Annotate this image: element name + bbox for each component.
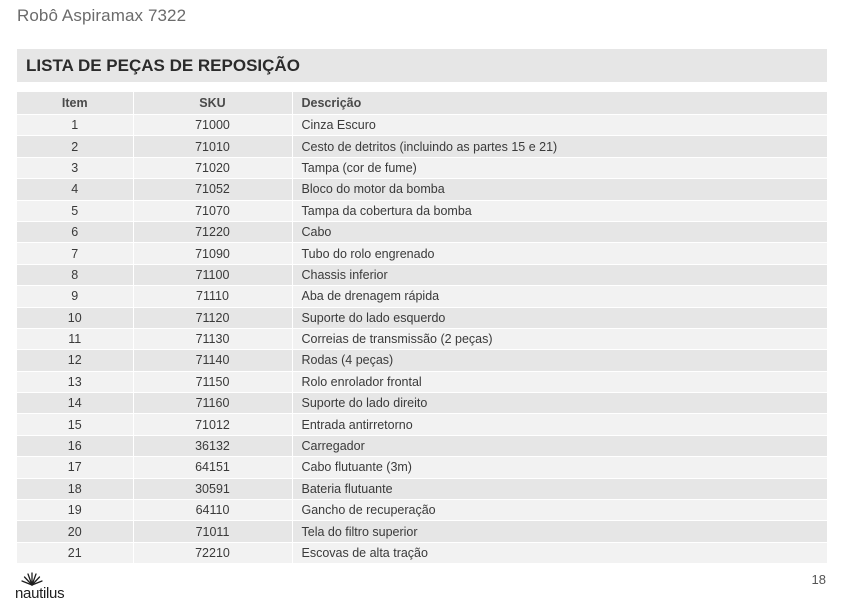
cell-description: Tela do filtro superior (292, 521, 827, 542)
cell-description: Suporte do lado esquerdo (292, 307, 827, 328)
table-row (17, 136, 827, 157)
cell-sku: 71100 (133, 264, 292, 285)
table-row (17, 286, 827, 307)
table-row (17, 435, 827, 456)
cell-description: Cabo (292, 221, 827, 242)
cell-item: 21 (17, 542, 133, 563)
cell-item: 18 (17, 478, 133, 499)
cell-sku: 71130 (133, 328, 292, 349)
cell-sku: 71000 (133, 115, 292, 136)
cell-item: 16 (17, 435, 133, 456)
cell-item: 17 (17, 457, 133, 478)
cell-item: 20 (17, 521, 133, 542)
cell-item: 7 (17, 243, 133, 264)
cell-sku: 71150 (133, 371, 292, 392)
cell-sku: 64110 (133, 500, 292, 521)
table-row (17, 414, 827, 435)
table-row (17, 328, 827, 349)
logo-wordmark: nautilus (15, 585, 65, 602)
cell-item: 6 (17, 221, 133, 242)
cell-item: 14 (17, 393, 133, 414)
cell-description: Bloco do motor da bomba (292, 179, 827, 200)
cell-item: 13 (17, 371, 133, 392)
parts-table-body (17, 115, 827, 564)
cell-item: 2 (17, 136, 133, 157)
cell-item: 11 (17, 328, 133, 349)
table-row (17, 157, 827, 178)
cell-description: Tubo do rolo engrenado (292, 243, 827, 264)
table-row (17, 264, 827, 285)
cell-sku: 72210 (133, 542, 292, 563)
cell-description: Correias de transmissão (2 peças) (292, 328, 827, 349)
table-row (17, 115, 827, 136)
table-row (17, 500, 827, 521)
cell-sku: 71012 (133, 414, 292, 435)
cell-sku: 71110 (133, 286, 292, 307)
table-row (17, 243, 827, 264)
cell-sku: 71011 (133, 521, 292, 542)
table-row (17, 221, 827, 242)
cell-description: Rodas (4 peças) (292, 350, 827, 371)
cell-sku: 71220 (133, 221, 292, 242)
cell-sku: 71140 (133, 350, 292, 371)
cell-description: Suporte do lado direito (292, 393, 827, 414)
table-row (17, 457, 827, 478)
nautilus-logo (14, 571, 74, 605)
document-title: Robô Aspiramax 7322 (17, 6, 187, 25)
table-row (17, 371, 827, 392)
table-row (17, 179, 827, 200)
cell-description: Cinza Escuro (292, 115, 827, 136)
table-header-row (17, 92, 827, 115)
cell-description: Cabo flutuante (3m) (292, 457, 827, 478)
header-description: Descrição (292, 92, 827, 115)
cell-item: 3 (17, 157, 133, 178)
page-number: 18 (811, 572, 826, 587)
cell-description: Escovas de alta tração (292, 542, 827, 563)
cell-description: Bateria flutuante (292, 478, 827, 499)
cell-item: 8 (17, 264, 133, 285)
cell-description: Carregador (292, 435, 827, 456)
header-item: Item (17, 92, 133, 115)
cell-sku: 71120 (133, 307, 292, 328)
cell-sku: 71020 (133, 157, 292, 178)
cell-sku: 71052 (133, 179, 292, 200)
cell-description: Rolo enrolador frontal (292, 371, 827, 392)
cell-description: Chassis inferior (292, 264, 827, 285)
section-header (17, 49, 827, 82)
cell-description: Tampa (cor de fume) (292, 157, 827, 178)
parts-table (17, 92, 827, 564)
cell-item: 12 (17, 350, 133, 371)
cell-sku: 30591 (133, 478, 292, 499)
cell-description: Aba de drenagem rápida (292, 286, 827, 307)
header-sku: SKU (133, 92, 292, 115)
cell-item: 1 (17, 115, 133, 136)
table-row (17, 393, 827, 414)
cell-sku: 71160 (133, 393, 292, 414)
table-row (17, 478, 827, 499)
cell-sku: 64151 (133, 457, 292, 478)
table-row (17, 350, 827, 371)
cell-description: Gancho de recuperação (292, 500, 827, 521)
cell-item: 10 (17, 307, 133, 328)
section-heading: LISTA DE PEÇAS DE REPOSIÇÃO (26, 56, 300, 75)
cell-item: 19 (17, 500, 133, 521)
cell-sku: 71010 (133, 136, 292, 157)
cell-sku: 71070 (133, 200, 292, 221)
cell-item: 5 (17, 200, 133, 221)
table-row (17, 200, 827, 221)
cell-description: Entrada antirretorno (292, 414, 827, 435)
table-row (17, 542, 827, 563)
cell-item: 9 (17, 286, 133, 307)
cell-item: 4 (17, 179, 133, 200)
cell-sku: 71090 (133, 243, 292, 264)
cell-description: Cesto de detritos (incluindo as partes 15 e 21) (292, 136, 827, 157)
nautilus-burst-icon (20, 571, 44, 586)
cell-sku: 36132 (133, 435, 292, 456)
table-row (17, 307, 827, 328)
cell-item: 15 (17, 414, 133, 435)
cell-description: Tampa da cobertura da bomba (292, 200, 827, 221)
table-row (17, 521, 827, 542)
